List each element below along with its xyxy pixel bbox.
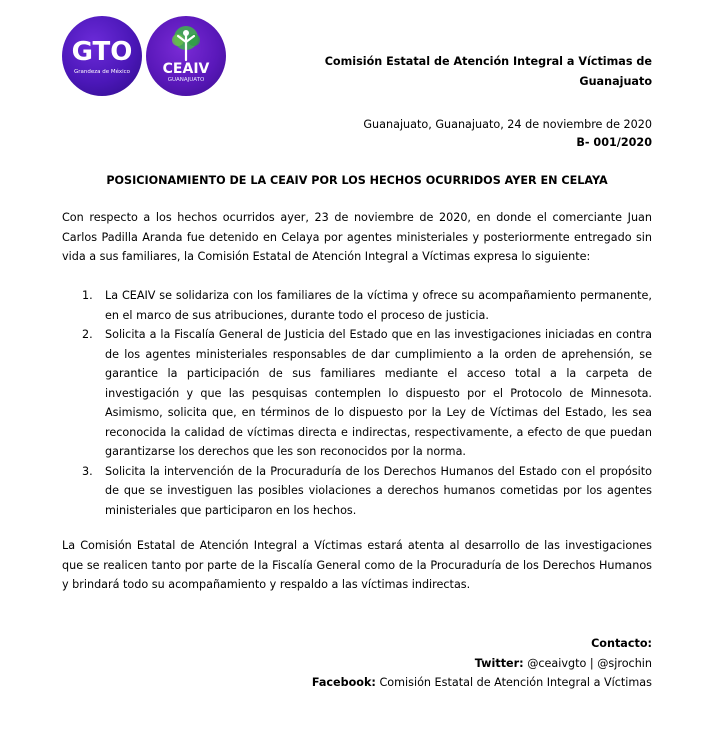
organization-title: Comisión Estatal de Atención Integral a Víctimas de Guanajuato bbox=[324, 55, 652, 88]
list-item-text: La CEAIV se solidariza con los familiares de la víctima y ofrece su acompañamiento permanente, en el marco de sus atribuciones, durante todo el proceso de justicia. bbox=[105, 289, 652, 322]
list-item-text: Solicita la intervención de la Procuraduría de los Derechos Humanos del Estado con el propósito de que se investiguen las posibles violaciones a derechos humanos cometidas por los agentes ministeriales que participaron en los hechos. bbox=[105, 464, 652, 517]
ceaiv-logo-subtitle: GUANAJUATO bbox=[167, 77, 205, 83]
list-item-text: Solicita a la Fiscalía General de Justicia del Estado que en las investigaciones iniciadas en contra de los agentes ministeriales responsables de dar cumplimiento a la orden de aprehensión, se garantice la participación de sus familiares mediante el acceso total a la carpeta de investigación y que las pesquisas contemplen lo dispuesto por el Protocolo de Minnesota. Asimismo, solicita que, en términos de lo dispuesto por la Ley de Víctimas del Estado, les sea reconocida la calidad de víctimas directa e indirectas, respectivamente, a efecto de que puedan garantizarse los derechos que les son reconocidos por la norma. bbox=[105, 328, 652, 458]
statement-list bbox=[62, 286, 652, 520]
closing-paragraph: La Comisión Estatal de Atención Integral a Víctimas estará atenta al desarrollo de las investigaciones que se realicen tanto por parte de la Fiscalía General como de la Procuraduría de los Derechos Humanos y brindará todo su acompañamiento y respaldo a las víctimas indirectas. bbox=[62, 539, 652, 591]
document-heading: POSICIONAMIENTO DE LA CEAIV POR LOS HECHOS OCURRIDOS AYER EN CELAYA bbox=[106, 174, 608, 187]
list-item-number: 1. bbox=[82, 289, 93, 302]
gto-logo bbox=[62, 16, 142, 96]
gto-logo-text: GTO bbox=[71, 37, 133, 67]
list-item-number: 2. bbox=[82, 328, 93, 341]
twitter-line bbox=[312, 654, 652, 674]
facebook-line bbox=[312, 673, 652, 693]
ceaiv-logo-text: CEAIV bbox=[162, 61, 210, 77]
twitter-label: Twitter: bbox=[474, 656, 524, 670]
list-item bbox=[62, 286, 652, 325]
tree-icon bbox=[168, 24, 204, 62]
facebook-page: Comisión Estatal de Atención Integral a Víctimas bbox=[379, 676, 652, 689]
list-item-number: 3. bbox=[82, 464, 93, 478]
intro-paragraph: Con respecto a los hechos ocurridos ayer, 23 de noviembre de 2020, en donde el comerciante Juan Carlos Padilla Aranda fue detenido en Celaya por agentes ministeriales y posteriormente entregado sin vida a sus familiares, la Comisión Estatal de Atención Integral a Víctimas expresa lo siguiente: bbox=[62, 211, 652, 263]
reference-number: B- 001/2020 bbox=[576, 136, 652, 149]
contact-title: Contacto: bbox=[591, 637, 652, 650]
list-item bbox=[62, 462, 652, 521]
gto-logo-subtitle: Grandeza de México bbox=[73, 69, 131, 75]
contact-block bbox=[312, 634, 652, 693]
facebook-label: Facebook: bbox=[311, 676, 376, 689]
ceaiv-logo bbox=[146, 16, 226, 96]
date-line: Guanajuato, Guanajuato, 24 de noviembre de 2020 bbox=[363, 118, 652, 131]
list-item bbox=[62, 325, 652, 462]
twitter-handles: @ceaivgto | @sjrochin bbox=[527, 656, 652, 670]
